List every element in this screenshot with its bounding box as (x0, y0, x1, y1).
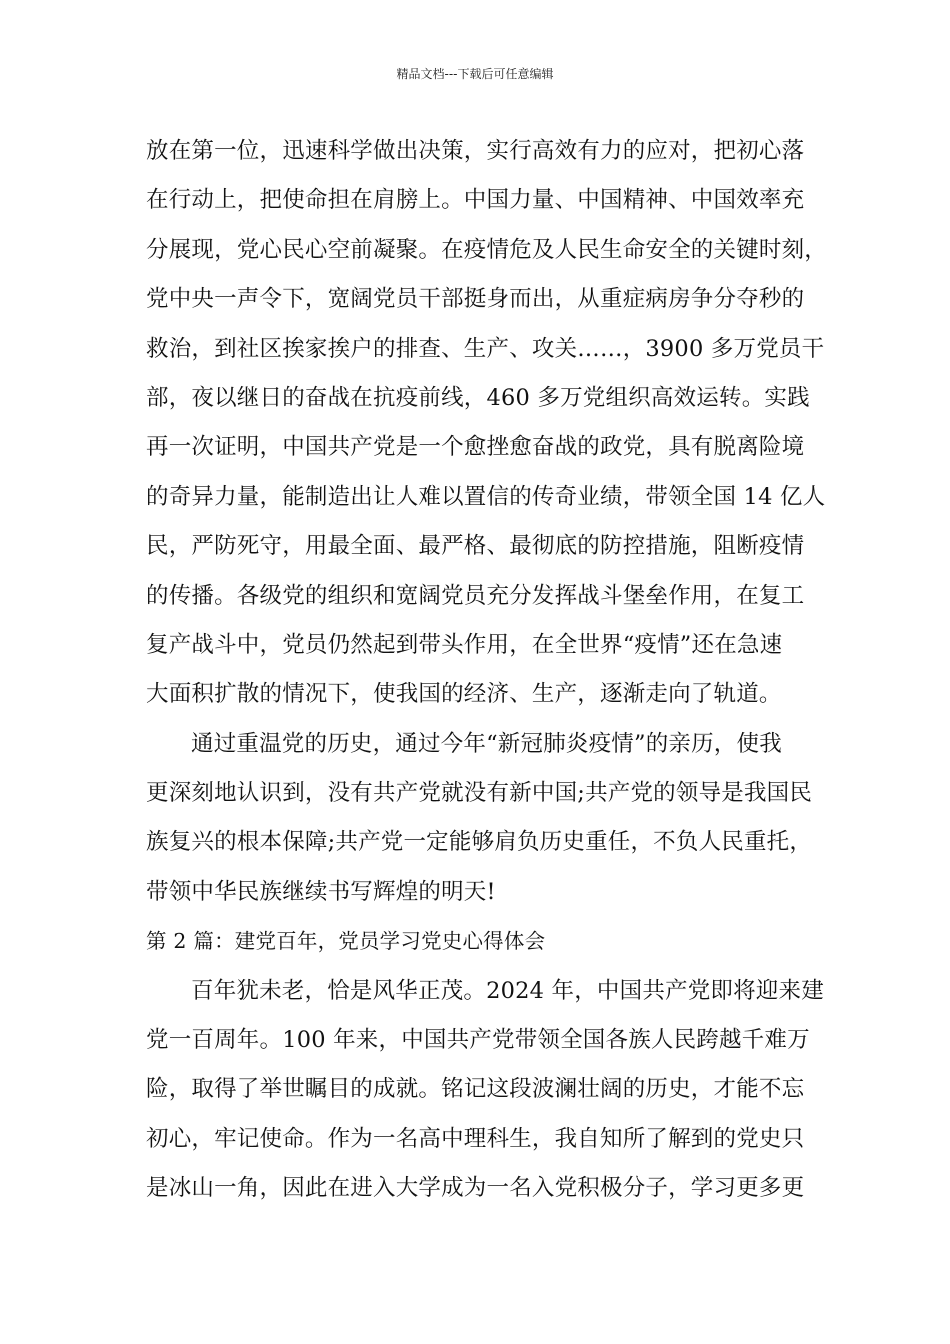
section-heading-block (146, 917, 826, 966)
page-header: 精品文档---下载后可任意编辑 (396, 67, 554, 81)
text-line: 是冰山一角，因此在进入大学成为一名入党积极分子，学习更多更 (146, 1175, 805, 1202)
text-line: 初心，牢记使命。作为一名高中理科生，我自知所了解到的党史只 (146, 1125, 805, 1152)
text-line: 的奇异力量，能制造出让人难以置信的传奇业绩，带领全国 14 亿人 (146, 483, 826, 510)
text-line: 更深刻地认识到，没有共产党就没有新中国;共产党的领导是我国民 (146, 780, 813, 807)
text-line: 的传播。各级党的组织和宽阔党员充分发挥战斗堡垒作用，在复工 (146, 582, 805, 609)
section-heading: 第 2 篇：建党百年，党员学习党史心得体会 (146, 929, 546, 954)
document-body (146, 127, 826, 1214)
paragraph (146, 967, 826, 1214)
text-line: 再一次证明，中国共产党是一个愈挫愈奋战的政党，具有脱离险境 (146, 434, 805, 461)
text-line: 党中央一声令下，宽阔党员干部挺身而出，从重症病房争分夺秒的 (146, 286, 805, 313)
text-line: 带领中华民族继续书写辉煌的明天! (146, 878, 496, 905)
text-line: 族复兴的根本保障;共产党一定能够肩负历史重任，不负人民重托， (146, 829, 813, 856)
text-line: 放在第一位，迅速科学做出决策，实行高效有力的应对，把初心落 (146, 138, 805, 164)
text-line: 救治，到社区挨家挨户的排查、生产、攻关……，3900 多万党员干 (146, 335, 825, 362)
text-line: 百年犹未老，恰是风华正茂。2024 年，中国共产党即将迎来建 (191, 977, 824, 1004)
paragraph (146, 720, 826, 918)
text-line: 党一百周年。100 年来，中国共产党带领全国各族人民跨越千难万 (146, 1027, 810, 1054)
text-line: 险，取得了举世瞩目的成就。铭记这段波澜壮阔的历史，才能不忘 (146, 1076, 805, 1103)
text-line: 通过重温党的历史，通过今年“新冠肺炎疫情”的亲历，使我 (191, 730, 782, 757)
text-line: 大面积扩散的情况下，使我国的经济、生产，逐渐走向了轨道。 (146, 681, 782, 708)
paragraph (146, 127, 826, 720)
text-line: 在行动上，把使命担在肩膀上。中国力量、中国精神、中国效率充 (146, 187, 805, 214)
text-line: 民，严防死守，用最全面、最严格、最彻底的防控措施，阻断疫情 (146, 533, 805, 560)
text-line: 复产战斗中，党员仍然起到带头作用，在全世界“疫情”还在急速 (146, 631, 783, 658)
text-line: 分展现，党心民心空前凝聚。在疫情危及人民生命安全的关键时刻， (146, 236, 828, 263)
text-line: 部，夜以继日的奋战在抗疫前线，460 多万党组织高效运转。实践 (146, 384, 810, 411)
